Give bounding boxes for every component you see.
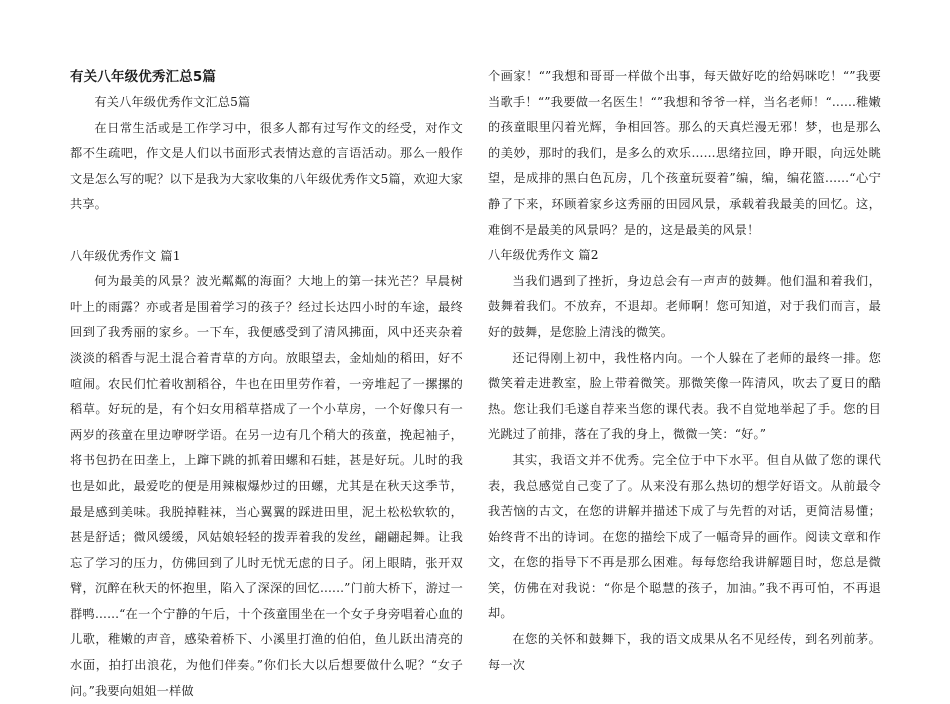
paragraph-gap [70, 218, 463, 244]
essay2-paragraph-1: 当我们遇到了挫折，身边总会有一声声的鼓舞。他们温和着我们，鼓舞着我们。不放弃，不退却。老师啊！您可知道，对于我们而言，最好的鼓舞，是您脸上清浅的微笑。 [488, 273, 881, 339]
essay1-paragraph: 何为最美的风景？波光粼粼的海面？大地上的第一抹光芒？早晨树叶上的雨露？亦或者是围着学习的孩子？经过长达四小时的车途，最终回到了我秀丽的家乡。一下车，我便感受到了清风拂面，风中还夹杂着淡淡的稻香与泥土混合着青草的方向。放眼望去，金灿灿的稻田，好不喧闹。农民们忙着收割稻谷，牛也在田里劳作着，一旁堆起了一摞摞的稻草。好玩的是，有个妇女用稻草搭成了一个小草房，一个好像只有一两岁的孩童在里边咿呀学语。在另一边有几个稍大的孩童，挽起袖子，将书包扔在田垄上，上蹿下跳的抓着田螺和石蛙，甚是好玩。儿时的我也是如此，最爱吃的便是用辣椒爆炒过的田螺，尤其是在秋天这季节，最是感到美味。我脱掉鞋袜，当心翼翼的踩进田里，泥土松松软软的，甚是舒适；微风缓缓，风姑娘轻轻的拨弄着我的发丝，翩翩起舞。让我忘了学习的压力，仿佛回到了儿时无忧无虑的日子。闭上眼睛，张开双臂，沉醉在秋天的怀抱里，陷入了深深的回忆......”门前大桥下，游过一群鸭......“在一个宁静的午后，十个孩童围坐在一个女子身旁唱着心血的儿歌，稚嫩的声音，感染着桥下、小溪里打渔的伯伯，鱼儿跃出清亮的水面，拍打出浪花，为他们伴奏。”你们长大以后想要做什么呢？“女子问。”我要向姐姐一样做 [70, 274, 463, 698]
left-column [70, 64, 463, 704]
essay2-paragraph-2: 还记得刚上初中，我性格内向。一个人躲在了老师的最终一排。您微笑着走进教室，脸上带着微笑。那微笑像一阵清风，吹去了夏日的酷热。您让我们毛遂自荐来当您的课代表。我不自觉地举起了手。您的目光跳过了前排，落在了我的身上，微微一笑：“好。” [488, 350, 881, 442]
essay2-paragraph-3: 其实，我语文并不优秀。完全位于中下水平。但自从做了您的课代表，我总感觉自己变了了。从来没有那么热切的想学好语文。从前最令我苦恼的古文，在您的讲解并描述下成了与先哲的对话，更简洁易懂；始终背不出的诗词。在您的描绘下成了一幅奇异的画作。阅读文章和作文，在您的指导下不再是那么困难。每每您给我讲解题目时，您总是微笑，仿佛在对我说：“你是个聪慧的孩子，加油。”我不再可怕，不再退却。 [488, 452, 881, 621]
document-title: 有关八年级优秀汇总5篇 [70, 69, 217, 85]
essay1-heading: 八年级优秀作文 篇1 [70, 248, 181, 263]
document-subtitle: 有关八年级优秀作文汇总5篇 [94, 95, 251, 109]
essay1-continuation: 个画家！“”我想和哥哥一样做个出事，每天做好吃的给妈咪吃！“”我要当歌手！“”我要做一名医生！“”我想和爷爷一样，当名老师！“......稚嫩的孩童眼里闪着光辉，争相回答。那么的天真烂漫无邪！梦，也是那么的美妙，那时的我们，是多么的欢乐......思绪拉回，睁开眼，向远处眺望，是成排的黑白色瓦房，几个孩童玩耍着”编，编，编花篮......“心宁静了下来，环顾着家乡这秀丽的田园风景，承载着我最美的回忆。这，难倒不是最美的风景吗？是的，这是最美的风景！ [488, 69, 881, 237]
right-column [488, 64, 881, 678]
intro-paragraph: 在日常生活或是工作学习中，很多人都有过写作文的经受，对作文都不生疏吧，作文是人们以书面形式表情达意的言语活动。那么一般作文是怎么写的呢？以下是我为大家收集的八年级优秀作文5篇，欢迎大家共享。 [70, 120, 463, 212]
essay2-paragraph-4: 在您的关怀和鼓舞下，我的语文成果从名不见经传，到名列前茅。每一次 [488, 632, 881, 672]
essay2-heading: 八年级优秀作文 篇2 [488, 248, 599, 263]
